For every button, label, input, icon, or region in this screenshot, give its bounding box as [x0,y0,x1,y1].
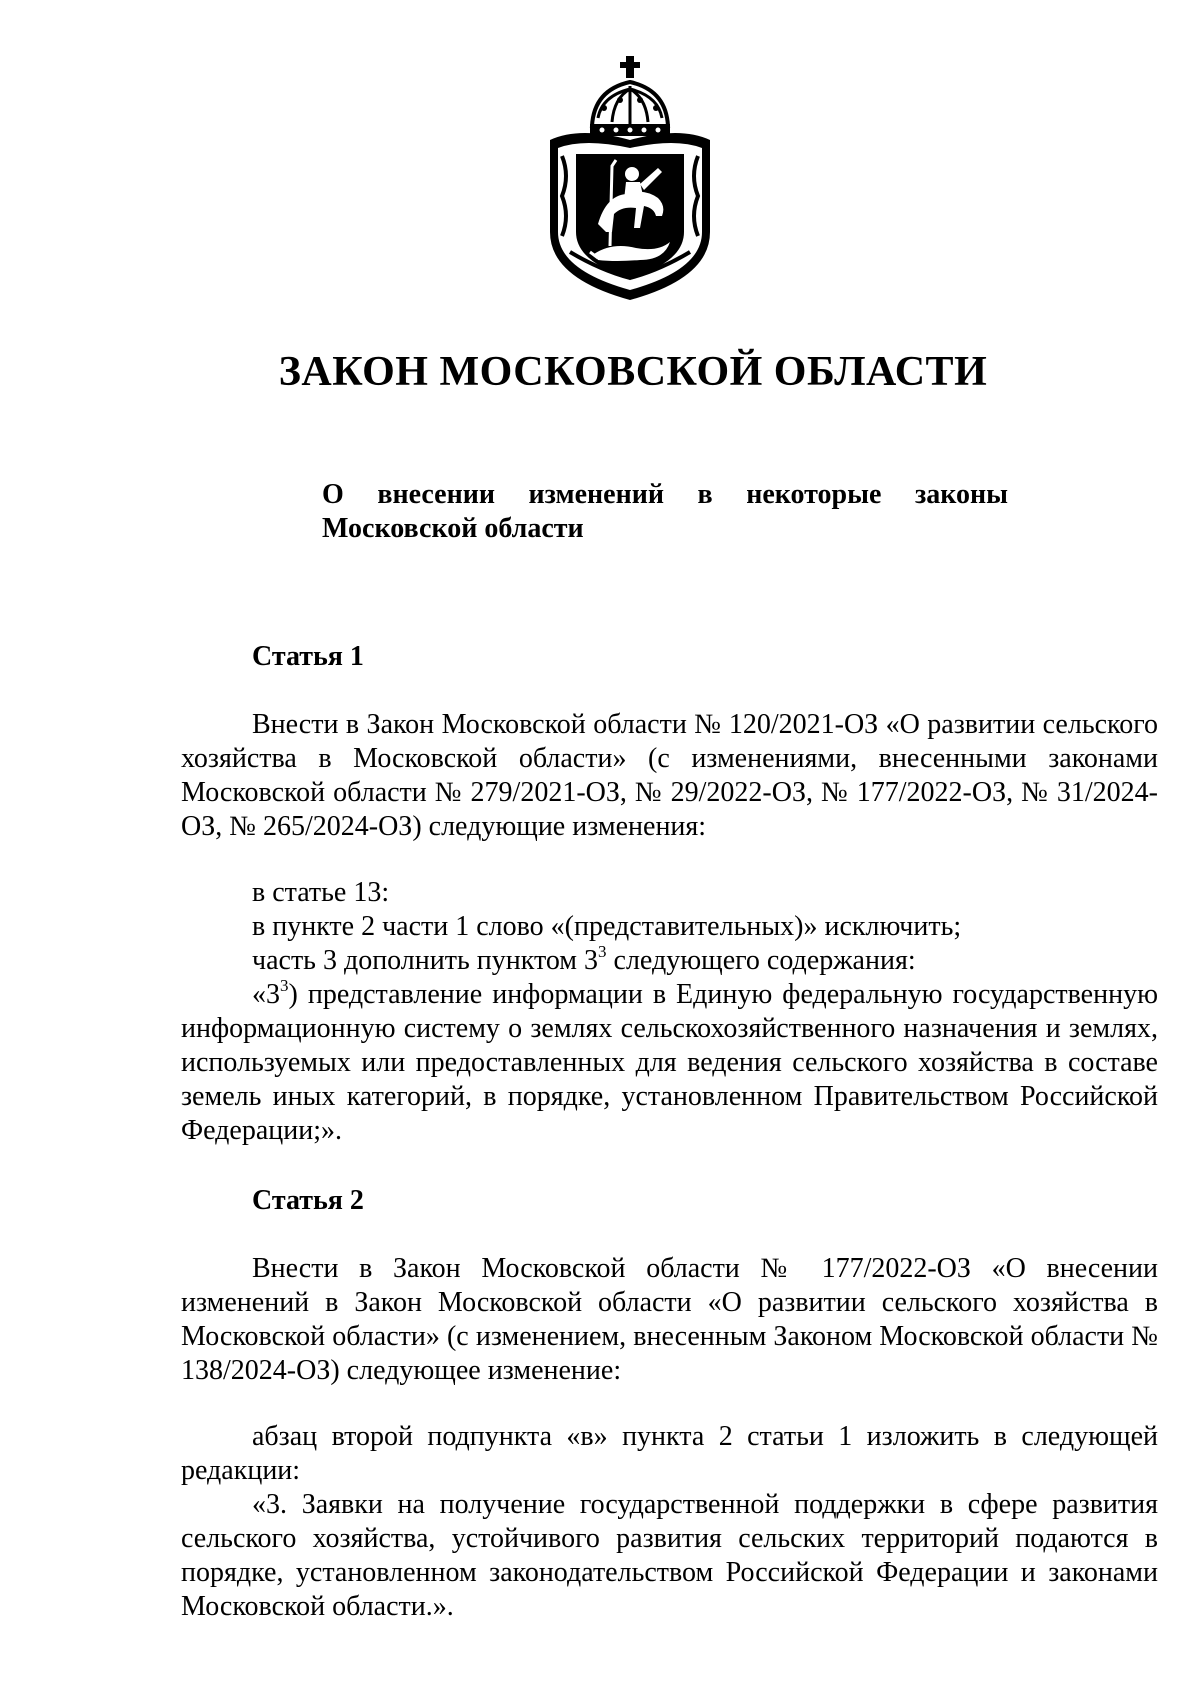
document-body [181,640,1158,1624]
document-title: ЗАКОН МОСКОВСКОЙ ОБЛАСТИ [278,349,988,395]
item-part-text: часть 3 дополнить пунктом 3 [252,945,599,976]
quote-start: «3 [252,979,280,1010]
item-part-text-end: следующего содержания: [606,945,916,976]
quote-superscript: 3 [280,976,289,995]
quote-text: ) представление информации в Единую федеральную государственную информационную систему о землях сельскохозяйственного назначения и землях, используемых или предоставленных для ведения сельского хозяйства в составе земель иных категорий, в порядке, установленном Правительством Российской Федерации;». [181,979,1158,1146]
article-2-quote: «3. Заявки на получение государственной поддержки в сфере развития сельского хозяйства, устойчивого развития сельских территорий подаются в порядке, установленном законодательством Российской Федерации и законами Московской области.». [181,1489,1158,1622]
article-1-item-point: в пункте 2 части 1 слово «(представительных)» исключить; [252,911,962,942]
article-2-intro: Внести в Закон Московской области № 177/2022-ОЗ «О внесении изменений в Закон Московской области «О развитии сельского хозяйства в Московской области» (с изменением, внесенным Законом Московской области № 138/2024-ОЗ) следующее изменение: [181,1253,1158,1386]
subtitle-line-1: О внесении изменений в некоторые законы [322,479,1008,510]
coat-of-arms-icon [540,56,720,302]
document-subtitle [322,478,1008,546]
item-part-superscript: 3 [598,942,607,961]
article-1-item-article: в статье 13: [252,877,390,908]
article-1-intro: Внести в Закон Московской области № 120/2021-ОЗ «О развитии сельского хозяйства в Московской области» (с изменениями, внесенными законами Московской области № 279/2021-ОЗ, № 29/2022-ОЗ, № 177/2022-ОЗ, № 31/2024-ОЗ, № 265/2024-ОЗ) следующие изменения: [181,709,1158,842]
article-1-quote [181,978,1158,1148]
article-1-item-part [181,944,1158,978]
article-2-item: абзац второй подпункта «в» пункта 2 статьи 1 изложить в следующей редакции: [181,1421,1158,1486]
article-1-heading: Статья 1 [252,641,364,672]
article-2-heading: Статья 2 [252,1185,364,1216]
subtitle-line-2: Московской области [322,513,584,544]
